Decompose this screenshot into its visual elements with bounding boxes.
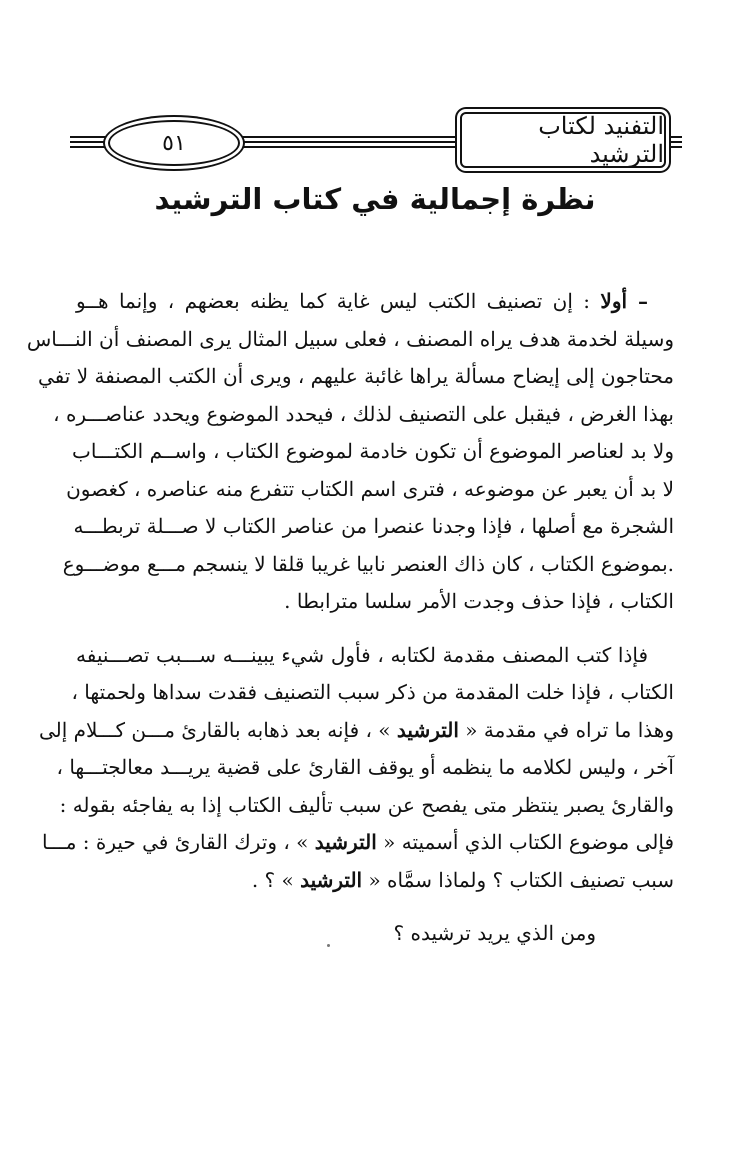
paragraph — [76, 915, 674, 953]
book-title: الترشيد — [300, 867, 363, 892]
running-title: التفنيد لكتاب الترشيد — [460, 112, 666, 168]
scan-speck — [327, 944, 330, 947]
text-line: – أولا : إن تصنيف الكتب ليس غاية كما يظنه بعضهم ، وإنما هــو — [76, 289, 648, 313]
paragraph — [38, 637, 674, 900]
book-title: الترشيد — [396, 717, 459, 742]
text-line: ومن الذي يريد ترشيده ؟ — [393, 921, 596, 945]
body-text — [26, 283, 674, 953]
text-line: وسيلة لخدمة هدف يراه المصنف ، فعلى سبيل المثال يرى المصنف أن النـــاس — [26, 326, 674, 351]
text-line: سبب تصنيف الكتاب ؟ ولماذا سمَّاه « الترشيد » ؟ . — [251, 867, 674, 892]
page-header — [70, 110, 682, 172]
chapter-title: نظرة إجمالية في كتاب الترشيد — [154, 182, 596, 216]
text-line: الشجرة مع أصلها ، فإذا وجدنا عنصرا من عناصر الكتاب لا صـــلة تربطـــه — [73, 514, 674, 538]
text-line: محتاجون إلى إيضاح مسألة يراها غائبة عليهم ، ويرى أن الكتب المصنفة لا تفي — [37, 364, 674, 388]
text-line: آخر ، وليس لكلامه ما ينظمه أو يوقف القارئ على قضية يريـــد معالجتـــها ، — [56, 755, 674, 779]
book-title: الترشيد — [314, 830, 377, 854]
text-line: الكتاب ، فإذا خلت المقدمة من ذكر سبب التصنيف فقدت سداها ولحمتها ، — [71, 680, 674, 704]
page-number: ٥١ — [108, 120, 240, 166]
text-line: فإذا كتب المصنف مقدمة لكتابه ، فأول شيء يبينـــه ســـبب تصـــنيفه — [76, 642, 648, 667]
text-line: والقارئ يصبر ينتظر متى يفصح عن سبب تأليف الكتاب إذا به يفاجئه بقوله : — [59, 792, 674, 817]
lead-word: – أولا — [600, 289, 648, 313]
text-line: .بموضوع الكتاب ، كان ذاك العنصر نابيا غريبا قلقا لا ينسجم مـــع موضـــوع — [62, 551, 674, 576]
text-line: بهذا الغرض ، فيقبل على التصنيف لذلك ، فيحدد الموضوع ويحدد عناصـــره ، — [53, 401, 674, 426]
text-line: ولا بد لعناصر الموضوع أن تكون خادمة لموضوع الكتاب ، واســم الكتـــاب — [72, 439, 674, 463]
text-line: وهذا ما تراه في مقدمة « الترشيد » ، فإنه بعد ذهابه بالقارئ مـــن كـــلام إلى — [38, 717, 674, 742]
paragraph — [26, 283, 674, 621]
text-line: لا بد أن يعبر عن موضوعه ، فترى اسم الكتاب تتفرع منه عناصره ، كغصون — [66, 476, 674, 501]
text-line: فإلى موضوع الكتاب الذي أسميته « الترشيد » ، وترك القارئ في حيرة : مـــا — [42, 830, 674, 854]
text-line: الكتاب ، فإذا حذف وجدت الأمر سلسا مترابطا . — [284, 589, 674, 613]
